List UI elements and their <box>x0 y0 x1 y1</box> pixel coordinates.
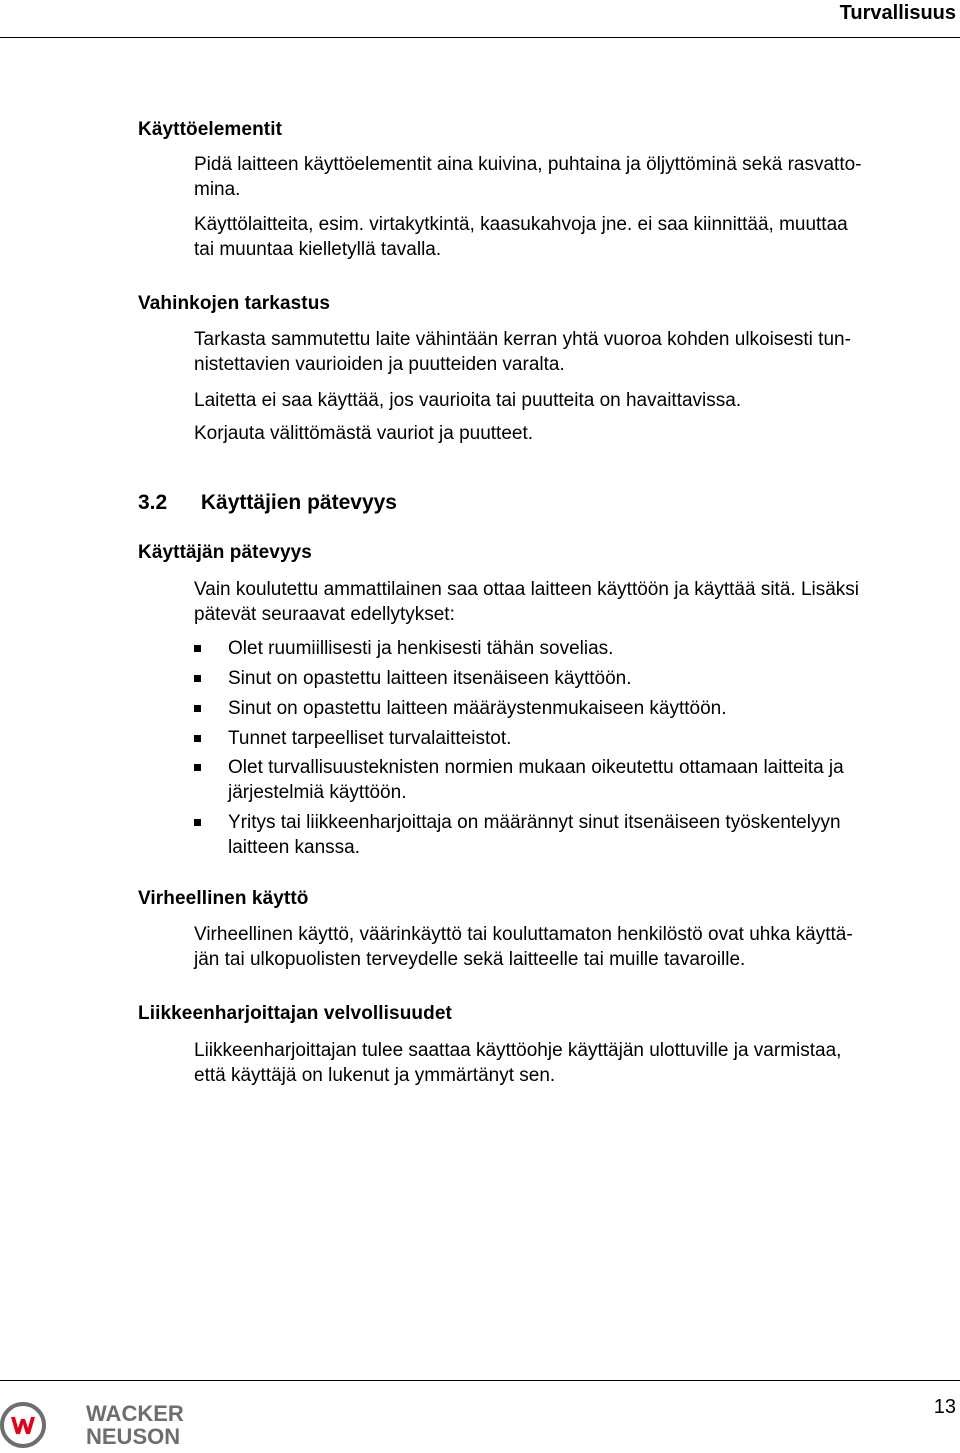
text-line: Tunnet tarpeelliset turvalaitteistot. <box>228 728 512 749</box>
text-line: Liikkeenharjoittajan tulee saattaa käyttöohje käyttäjän ulottuville ja varmistaa, <box>194 1040 842 1061</box>
text-line: Käyttölaitteita, esim. virtakytkintä, kaasukahvoja jne. ei saa kiinnittää, muuttaa <box>194 214 848 235</box>
chapter-heading <box>138 491 397 515</box>
section-heading-vahinkojen-tarkastus: Vahinkojen tarkastus <box>138 293 331 314</box>
wacker-neuson-logo-icon <box>0 1398 220 1448</box>
paragraph <box>194 1038 950 1088</box>
list-item <box>194 726 950 751</box>
text-line: tai muuntaa kielletyllä tavalla. <box>194 239 442 260</box>
section-heading-kayttajan-patevyys: Käyttäjän pätevyys <box>138 542 312 563</box>
paragraph <box>194 212 950 262</box>
list-item <box>194 810 950 860</box>
text-line: jän tai ulkopuolisten terveydelle sekä laitteelle tai muille tavaroille. <box>194 949 746 970</box>
header-title: Turvallisuus <box>839 2 956 24</box>
paragraph <box>194 922 950 972</box>
text-line: nistettavien vaurioiden ja puutteiden varalta. <box>194 354 565 375</box>
text-line: että käyttäjä on lukenut ja ymmärtänyt sen. <box>194 1065 556 1086</box>
list-item <box>194 666 950 691</box>
paragraph <box>194 152 950 202</box>
logo-text-neuson: NEUSON <box>86 1424 181 1448</box>
bullet-square-icon <box>194 705 201 712</box>
text-line: mina. <box>194 179 241 200</box>
text-line: pätevät seuraavat edellytykset: <box>194 604 455 625</box>
text-line: Sinut on opastettu laitteen määräystenmukaiseen käyttöön. <box>228 698 727 719</box>
header-divider <box>0 37 960 38</box>
bullet-square-icon <box>194 675 201 682</box>
section-heading-liikkeenharjoittajan-velvollisuudet: Liikkeenharjoittajan velvollisuudet <box>138 1003 452 1024</box>
text-line: Olet ruumiillisesti ja henkisesti tähän sovelias. <box>228 638 614 659</box>
list-item <box>194 696 950 721</box>
paragraph <box>194 327 950 377</box>
bullet-square-icon <box>194 819 201 826</box>
list-item <box>194 755 950 805</box>
section-heading-virheellinen-kaytto: Virheellinen käyttö <box>138 888 309 909</box>
paragraph: Korjauta välittömästä vauriot ja puutteet. <box>194 423 534 444</box>
paragraph: Laitetta ei saa käyttää, jos vaurioita tai puutteita on havaittavissa. <box>194 390 742 411</box>
text-line: laitteen kanssa. <box>228 837 361 858</box>
bullet-square-icon <box>194 735 201 742</box>
text-line: Sinut on opastettu laitteen itsenäiseen käyttöön. <box>228 668 632 689</box>
list-item <box>194 636 950 661</box>
logo-text-wacker: WACKER <box>86 1401 184 1426</box>
text-line: järjestelmiä käyttöön. <box>228 782 407 803</box>
chapter-number: 3.2 <box>138 491 168 514</box>
bullet-square-icon <box>194 764 201 771</box>
chapter-title: Käyttäjien pätevyys <box>200 491 397 514</box>
footer-divider <box>0 1380 960 1381</box>
page-number: 13 <box>933 1396 956 1418</box>
text-line: Virheellinen käyttö, väärinkäyttö tai kouluttamaton henkilöstö ovat uhka käyttä- <box>194 924 853 945</box>
wacker-neuson-logo <box>0 1398 220 1448</box>
bullet-square-icon <box>194 645 201 652</box>
section-heading-kayttoelementit: Käyttöelementit <box>138 119 283 140</box>
text-line: Yritys tai liikkeenharjoittaja on määrännyt sinut itsenäiseen työskentelyyn <box>228 812 841 833</box>
text-line: Tarkasta sammutettu laite vähintään kerran yhtä vuoroa kohden ulkoisesti tun- <box>194 329 851 350</box>
text-line: Olet turvallisuusteknisten normien mukaan oikeutettu ottamaan laitteita ja <box>228 757 844 778</box>
paragraph <box>194 577 950 627</box>
text-line: Pidä laitteen käyttöelementit aina kuivina, puhtaina ja öljyttöminä sekä rasvatto- <box>194 154 862 175</box>
text-line: Vain koulutettu ammattilainen saa ottaa laitteen käyttöön ja käyttää sitä. Lisäksi <box>194 579 860 600</box>
